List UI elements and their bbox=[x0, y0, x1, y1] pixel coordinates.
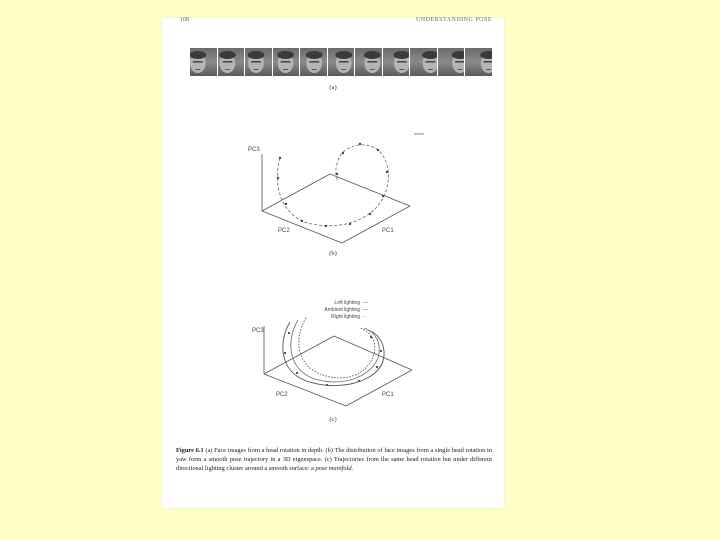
plot-b bbox=[242, 126, 442, 256]
caption-text: (a) Face images from a head rotation in depth. (b) The distribution of face images from a single head rotation in yaw form a smooth pose trajectory in a 3D eigenspace. (c) Trajectories from the same head rotation but under different directional lighting cluster around a smooth surface: a bbox=[176, 447, 492, 473]
face-thumbnail bbox=[328, 48, 355, 76]
plot-c-legend-left-marker: — bbox=[363, 300, 368, 306]
plot-c-legend-right-marker: ·· bbox=[363, 314, 367, 320]
plot-c-label-pc2: PC2 bbox=[276, 392, 288, 398]
face-thumbnail bbox=[438, 48, 465, 76]
plot-b-axis-y bbox=[342, 206, 410, 243]
panel-c-label: (c) bbox=[329, 416, 337, 423]
plot-b-axis-right bbox=[330, 174, 410, 206]
plot-b-axis-x bbox=[262, 211, 342, 243]
face-thumbnail bbox=[218, 48, 245, 76]
plot-b-label-pc2: PC2 bbox=[278, 228, 290, 234]
face-thumbnail bbox=[245, 48, 272, 76]
face-thumbnail bbox=[273, 48, 300, 76]
caption-emphasis: pose manifold. bbox=[315, 465, 354, 473]
plot-c-label-pc3: PC3 bbox=[252, 328, 264, 334]
plot-b-axis-back bbox=[262, 174, 330, 211]
page-number: 108 bbox=[180, 17, 189, 23]
face-thumbnail bbox=[300, 48, 327, 76]
document-page bbox=[162, 18, 504, 508]
running-title: UNDERSTANDING POSE bbox=[415, 17, 492, 23]
plot-c-legend-ambient: Ambient lighting bbox=[324, 307, 360, 313]
panel-a-label: (a) bbox=[329, 84, 337, 91]
face-thumbnail bbox=[355, 48, 382, 76]
plot-c bbox=[242, 292, 442, 422]
plot-c-label-pc1: PC1 bbox=[382, 392, 394, 398]
plot-c-legend-right: Right lighting bbox=[331, 314, 360, 320]
figure-caption bbox=[176, 446, 492, 474]
face-thumbnail bbox=[190, 48, 217, 76]
plot-b-label-pc3: PC3 bbox=[248, 147, 260, 153]
panel-b-label: (b) bbox=[329, 250, 337, 257]
plot-c-legend-ambient-marker: — bbox=[363, 307, 368, 313]
plot-b-trajectory bbox=[277, 145, 388, 226]
plot-c-axis-y bbox=[346, 370, 412, 406]
plot-c-axis-x bbox=[264, 374, 346, 406]
plot-c-axis-right bbox=[334, 336, 412, 370]
plot-b-label-pc1: PC1 bbox=[382, 228, 394, 234]
plot-c-trajectory-right bbox=[299, 318, 375, 378]
face-thumbnail bbox=[465, 48, 492, 76]
plot-c-trajectory-left bbox=[283, 322, 384, 386]
face-thumbnail bbox=[383, 48, 410, 76]
face-image-strip bbox=[190, 48, 492, 76]
plot-c-legend-left: Left lighting bbox=[334, 300, 360, 306]
figure-label: Figure 6.1 bbox=[176, 447, 204, 454]
plot-c-trajectory-ambient bbox=[291, 320, 379, 382]
face-thumbnail bbox=[410, 48, 437, 76]
page-header bbox=[162, 18, 504, 28]
